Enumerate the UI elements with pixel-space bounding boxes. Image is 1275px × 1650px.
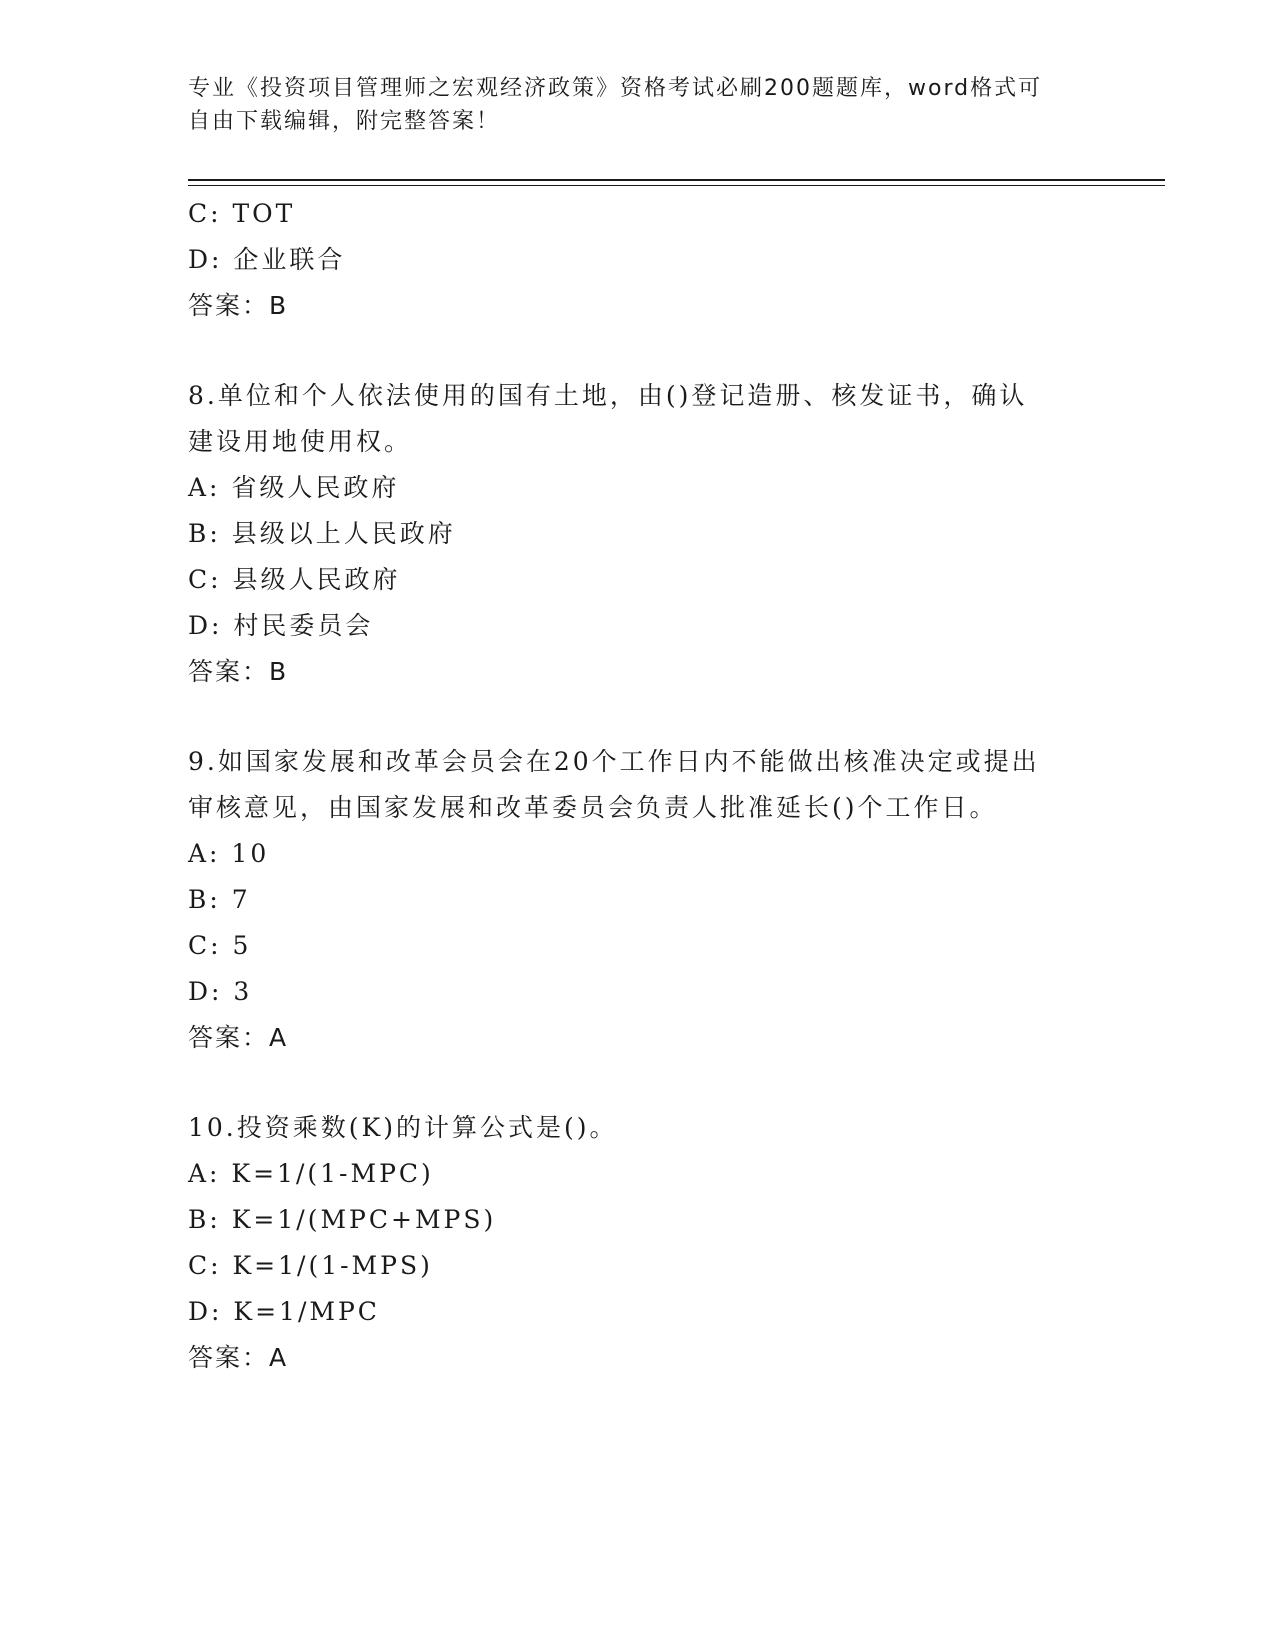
option-d: D: 企业联合 — [188, 245, 346, 274]
header-divider-thin — [188, 185, 1165, 186]
answer-line: 答案：A — [188, 1343, 289, 1372]
header-title-line1: 专业《投资项目管理师之宏观经济政策》资格考试必刷200题题库，word格式可 — [188, 76, 1043, 101]
option-d: D: K=1/MPC — [188, 1297, 380, 1326]
answer-line: 答案：B — [188, 657, 289, 686]
question-list — [188, 191, 1088, 1381]
answer-line: 答案：B — [188, 291, 289, 320]
option-a: A: K=1/(1-MPC) — [188, 1159, 434, 1188]
option-d: D: 村民委员会 — [188, 611, 374, 640]
option-d: D: 3 — [188, 977, 253, 1006]
header-divider-thick — [188, 179, 1165, 181]
question-text-cont: 审核意见，由国家发展和改革委员会负责人批准延长()个工作日。 — [188, 793, 998, 822]
question-block-7 — [188, 191, 1088, 329]
question-text: 9.如国家发展和改革会员会在20个工作日内不能做出核准决定或提出 — [188, 747, 1040, 776]
option-c: C: TOT — [188, 199, 296, 228]
question-block-10 — [188, 1105, 1088, 1381]
question-text: 10.投资乘数(K)的计算公式是()。 — [188, 1113, 618, 1142]
option-a: A: 省级人民政府 — [188, 473, 400, 502]
option-c: C: 县级人民政府 — [188, 565, 401, 594]
question-block-8 — [188, 373, 1088, 695]
page-header — [188, 72, 1088, 138]
question-block-9 — [188, 739, 1088, 1061]
option-b: B: K=1/(MPC+MPS) — [188, 1205, 497, 1234]
option-b: B: 县级以上人民政府 — [188, 519, 456, 548]
question-text: 8.单位和个人依法使用的国有土地，由()登记造册、核发证书，确认 — [188, 381, 1028, 410]
option-b: B: 7 — [188, 885, 251, 914]
header-title-line2: 自由下载编辑，附完整答案！ — [188, 109, 501, 134]
question-text-cont: 建设用地使用权。 — [188, 427, 413, 456]
option-c: C: K=1/(1-MPS) — [188, 1251, 433, 1280]
option-a: A: 10 — [188, 839, 270, 868]
option-c: C: 5 — [188, 931, 252, 960]
answer-line: 答案：A — [188, 1023, 289, 1052]
